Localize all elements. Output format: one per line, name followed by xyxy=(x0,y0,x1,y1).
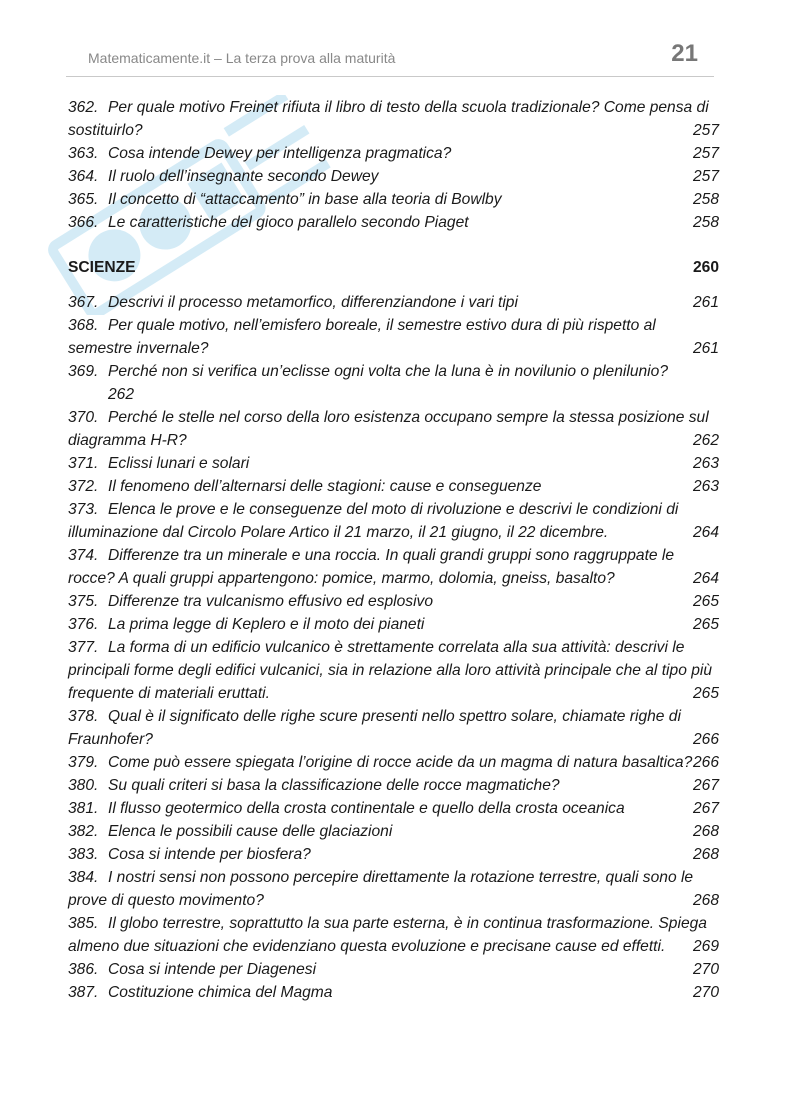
toc-entry-371 xyxy=(68,452,719,475)
page-number: 21 xyxy=(671,40,698,67)
entry-number: 370. xyxy=(68,409,99,426)
entry-page: 257 xyxy=(692,168,719,185)
entry-text: La forma di un edificio vulcanico è strettamente correlata alla sua attività: descrivi le principali forme degli edifici vulcanici, sia in relazione alla loro attività principale che al tipo più frequente di materiali eruttati. xyxy=(68,639,713,702)
entry-page: 262 xyxy=(108,386,135,403)
entry-text: Come può essere spiegata l’origine di rocce acide da un magma di natura basaltica? xyxy=(108,754,693,771)
toc-section-scienze xyxy=(68,256,719,279)
entry-text: Elenca le prove e le conseguenze del moto di rivoluzione e descrivi le condizioni di illuminazione dal Circolo Polare Artico il 21 marzo, il 21 giugno, il 22 dicembre. xyxy=(68,501,679,541)
entry-number: 378. xyxy=(68,708,99,725)
entry-number: 363. xyxy=(68,145,99,162)
entry-text: Il fenomeno dell’alternarsi delle stagioni: cause e conseguenze xyxy=(108,478,542,495)
entry-page: 269 xyxy=(692,938,719,955)
toc-entry-364 xyxy=(68,165,719,188)
toc-entry-373 xyxy=(68,498,719,544)
toc-entry-386 xyxy=(68,958,719,981)
toc-entry-378 xyxy=(68,705,719,751)
entry-text: Per quale motivo Freinet rifiuta il libro di testo della scuola tradizionale? Come pensa di sostituirlo? xyxy=(68,99,709,139)
toc-entry-362 xyxy=(68,96,719,142)
toc-entry-365 xyxy=(68,188,719,211)
entry-page: 270 xyxy=(692,984,719,1001)
entry-text: Eclissi lunari e solari xyxy=(108,455,250,472)
entry-text: La prima legge di Keplero e il moto dei pianeti xyxy=(108,616,425,633)
entry-text: Il globo terrestre, soprattutto la sua parte esterna, è in continua trasformazione. Spiega almeno due situazioni che evidenziano questa evoluzione e precisane cause ed effetti. xyxy=(68,915,707,955)
toc-entry-384 xyxy=(68,866,719,912)
entry-number: 369. xyxy=(68,363,99,380)
entry-number: 362. xyxy=(68,99,99,116)
entry-text: Qual è il significato delle righe scure presenti nello spettro solare, chiamate righe di Fraunhofer? xyxy=(68,708,681,748)
entry-page: 268 xyxy=(692,823,719,840)
entry-text: Differenze tra vulcanismo effusivo ed esplosivo xyxy=(108,593,434,610)
entry-number: 384. xyxy=(68,869,99,886)
header-title: Matematicamente.it – La terza prova alla maturità xyxy=(88,50,396,66)
entry-page: 267 xyxy=(692,800,719,817)
toc-entry-382 xyxy=(68,820,719,843)
entry-text: Il flusso geotermico della crosta continentale e quello della crosta oceanica xyxy=(108,800,625,817)
entry-text: Per quale motivo, nell’emisfero boreale, il semestre estivo dura di più rispetto al semestre invernale? xyxy=(68,317,656,357)
entry-number: 387. xyxy=(68,984,99,1001)
entry-page: 261 xyxy=(692,340,719,357)
toc-entry-377 xyxy=(68,636,719,705)
toc-entry-363 xyxy=(68,142,719,165)
entry-number: 364. xyxy=(68,168,99,185)
entry-page: 268 xyxy=(692,892,719,909)
entry-number: 381. xyxy=(68,800,99,817)
entry-number: 376. xyxy=(68,616,99,633)
toc-entry-375 xyxy=(68,590,719,613)
entry-number: 383. xyxy=(68,846,99,863)
entry-text: Cosa si intende per Diagenesi xyxy=(108,961,317,978)
section-page: 260 xyxy=(692,259,719,276)
entry-page: 267 xyxy=(692,777,719,794)
entry-number: 374. xyxy=(68,547,99,564)
entry-number: 366. xyxy=(68,214,99,231)
section-label: SCIENZE xyxy=(68,259,136,276)
entry-text: Cosa intende Dewey per intelligenza pragmatica? xyxy=(108,145,452,162)
entry-number: 382. xyxy=(68,823,99,840)
entry-number: 386. xyxy=(68,961,99,978)
entry-text: Cosa si intende per biosfera? xyxy=(108,846,311,863)
entry-number: 380. xyxy=(68,777,99,794)
toc-entry-383 xyxy=(68,843,719,866)
entry-page: 265 xyxy=(692,616,719,633)
toc-entry-366 xyxy=(68,211,719,234)
page-header xyxy=(66,40,714,77)
toc-entry-376 xyxy=(68,613,719,636)
entry-page: 264 xyxy=(692,524,719,541)
entry-page: 258 xyxy=(692,191,719,208)
entry-number: 371. xyxy=(68,455,99,472)
toc-entry-368 xyxy=(68,314,719,360)
entry-number: 365. xyxy=(68,191,99,208)
toc-entry-369 xyxy=(68,360,719,406)
toc-entry-387 xyxy=(68,981,719,1004)
toc-entry-370 xyxy=(68,406,719,452)
entry-text: Elenca le possibili cause delle glaciazioni xyxy=(108,823,393,840)
toc-entry-374 xyxy=(68,544,719,590)
entry-text: Su quali criteri si basa la classificazione delle rocce magmatiche? xyxy=(108,777,560,794)
toc-entry-380 xyxy=(68,774,719,797)
entry-page: 266 xyxy=(692,731,719,748)
entry-number: 385. xyxy=(68,915,99,932)
entry-page: 257 xyxy=(692,122,719,139)
entry-text: Il concetto di “attaccamento” in base alla teoria di Bowlby xyxy=(108,191,502,208)
entry-page: 268 xyxy=(692,846,719,863)
table-of-contents xyxy=(68,96,719,1004)
entry-page: 258 xyxy=(692,214,719,231)
entry-page: 265 xyxy=(692,685,719,702)
toc-entry-372 xyxy=(68,475,719,498)
entry-page: 270 xyxy=(692,961,719,978)
entry-text: Costituzione chimica del Magma xyxy=(108,984,333,1001)
entry-text: Le caratteristiche del gioco parallelo secondo Piaget xyxy=(108,214,469,231)
entry-page: 261 xyxy=(692,294,719,311)
entry-number: 372. xyxy=(68,478,99,495)
entry-text: Descrivi il processo metamorfico, differenziandone i vari tipi xyxy=(108,294,518,311)
entry-number: 375. xyxy=(68,593,99,610)
toc-entry-381 xyxy=(68,797,719,820)
entry-number: 368. xyxy=(68,317,99,334)
entry-text: Il ruolo dell’insegnante secondo Dewey xyxy=(108,168,379,185)
entry-page: 263 xyxy=(692,478,719,495)
entry-text: Perché non si verifica un’eclisse ogni volta che la luna è in novilunio o plenilunio? xyxy=(108,363,668,380)
entry-page: 263 xyxy=(692,455,719,472)
entry-page: 262 xyxy=(692,432,719,449)
entry-page: 265 xyxy=(692,593,719,610)
entry-number: 377. xyxy=(68,639,99,656)
entry-text: I nostri sensi non possono percepire direttamente la rotazione terrestre, quali sono le prove di questo movimento? xyxy=(68,869,694,909)
entry-text: Differenze tra un minerale e una roccia. In quali grandi gruppi sono raggruppate le rocce? A quali gruppi appartengono: pomice, marmo, dolomia, gneiss, basalto? xyxy=(68,547,675,587)
entry-text: Perché le stelle nel corso della loro esistenza occupano sempre la stessa posizione sul diagramma H-R? xyxy=(68,409,709,449)
entry-page: 264 xyxy=(692,570,719,587)
entry-number: 367. xyxy=(68,294,99,311)
entry-page: 257 xyxy=(692,145,719,162)
toc-entry-385 xyxy=(68,912,719,958)
toc-entry-379 xyxy=(68,751,719,774)
entry-number: 379. xyxy=(68,754,99,771)
entry-number: 373. xyxy=(68,501,99,518)
entry-page: 266 xyxy=(692,754,719,771)
toc-entry-367 xyxy=(68,291,719,314)
